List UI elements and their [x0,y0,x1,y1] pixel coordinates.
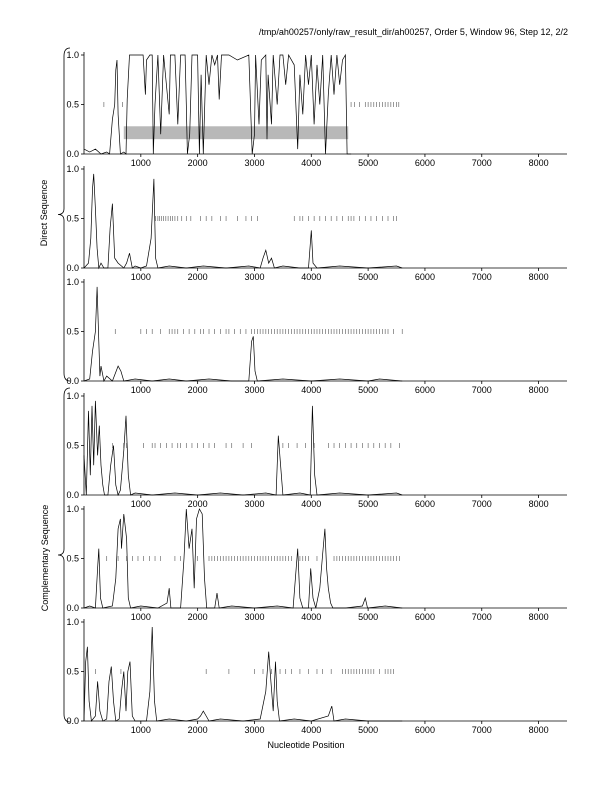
complementary-frame-3-x-tick-label-4: 5000 [358,725,379,735]
complementary-frame-1-x-tick-label-4: 5000 [358,499,379,509]
direct-frame-1-band [124,126,348,139]
complementary-frame-3-y-tick-label-1: 0.5 [66,666,79,677]
complementary-frame-2-y-tick-label-1: 0.5 [66,553,79,564]
direct-frame-3-x-tick-label-5: 6000 [414,385,435,395]
complementary-frame-1-x-tick-label-7: 8000 [528,499,549,509]
direct-frame-2-x-tick-label-5: 6000 [414,272,435,282]
direct-frame-3-x-tick-label-4: 5000 [358,385,379,395]
complementary-frame-3-x-tick-label-1: 2000 [187,725,208,735]
complementary-frame-1-x-tick-label-3: 4000 [301,499,322,509]
complementary-frame-3-x-tick-label-5: 6000 [414,725,435,735]
direct-frame-3-x-tick-label-1: 2000 [187,385,208,395]
direct-frame-1-x-tick-label-4: 5000 [358,158,379,168]
direct-frame-3-x-tick-label-2: 3000 [244,385,265,395]
direct-frame-3-x-tick-label-6: 7000 [471,385,492,395]
complementary-frame-2-x-tick-label-3: 4000 [301,612,322,622]
direct-frame-1-x-tick-label-2: 3000 [244,158,265,168]
direct-frame-3-x-tick-label-3: 4000 [301,385,322,395]
direct-frame-2-x-tick-label-7: 8000 [528,272,549,282]
direct-frame-2-x-tick-label-6: 7000 [471,272,492,282]
complementary-frame-3-series-line [84,627,402,721]
complementary-frame-2-y-tick-label-2: 1.0 [66,504,79,514]
direct-frame-1-x-tick-label-0: 1000 [130,158,151,168]
direct-frame-3-series-line [84,287,402,381]
complementary-frame-3-y-tick-label-0: 0.0 [66,716,79,726]
direct-frame-1-x-tick-label-6: 7000 [471,158,492,168]
complementary-frame-2-x-tick-label-7: 8000 [528,612,549,622]
direct-frame-3-y-tick-label-1: 0.5 [66,326,79,337]
complementary-frame-3-y-tick-label-2: 1.0 [66,617,79,627]
direct-frame-3-x-tick-label-7: 8000 [528,385,549,395]
complementary-frame-3-x-tick-label-3: 4000 [301,725,322,735]
x-axis-label: Nucleotide Position [267,740,345,750]
complementary-sequence-label: Complementary Sequence [40,504,50,612]
direct-sequence-label: Direct Sequence [39,179,49,247]
direct-frame-2-x-tick-label-2: 3000 [244,272,265,282]
direct-frame-1-x-tick-label-1: 2000 [187,158,208,168]
direct-frame-1-x-tick-label-7: 8000 [528,158,549,168]
direct-frame-2-y-tick-label-2: 1.0 [66,164,79,174]
complementary-frame-2-x-tick-label-4: 5000 [358,612,379,622]
complementary-frame-1-x-tick-label-1: 2000 [187,499,208,509]
direct-frame-2-series-line [84,174,402,268]
complementary-frame-1-y-tick-label-0: 0.0 [66,490,79,500]
complementary-frame-1-y-tick-label-2: 1.0 [66,391,79,401]
direct-frame-2-x-tick-label-3: 4000 [301,272,322,282]
complementary-frame-1-x-tick-label-5: 6000 [414,499,435,509]
direct-frame-2-x-tick-label-1: 2000 [187,272,208,282]
direct-frame-3-x-tick-label-0: 1000 [130,385,151,395]
direct-frame-2-y-tick-label-1: 0.5 [66,213,79,224]
complementary-frame-3-x-tick-label-2: 3000 [244,725,265,735]
direct-frame-1-y-tick-label-0: 0.0 [66,149,79,159]
direct-frame-1-y-tick-label-1: 0.5 [66,99,79,110]
complementary-frame-3-x-tick-label-7: 8000 [528,725,549,735]
header-title: /tmp/ah00257/only/raw_result_dir/ah00257, Order 5, Window 96, Step 12, 2/2 [258,27,568,37]
complementary-frame-2-y-tick-label-0: 0.0 [66,603,79,613]
direct-frame-2-x-tick-label-0: 1000 [130,272,151,282]
complementary-frame-2-x-tick-label-0: 1000 [130,612,151,622]
complementary-frame-2-x-tick-label-1: 2000 [187,612,208,622]
direct-frame-2-x-tick-label-4: 5000 [358,272,379,282]
complementary-frame-2-x-tick-label-6: 7000 [471,612,492,622]
complementary-frame-1-x-tick-label-0: 1000 [130,499,151,509]
direct-frame-3-y-tick-label-2: 1.0 [66,277,79,287]
complementary-frame-1-y-tick-label-1: 0.5 [66,440,79,451]
direct-frame-3-y-tick-label-0: 0.0 [66,376,79,386]
direct-frame-1-x-tick-label-3: 4000 [301,158,322,168]
complementary-frame-3-x-tick-label-0: 1000 [130,725,151,735]
complementary-frame-2-x-tick-label-5: 6000 [414,612,435,622]
complementary-frame-3-x-tick-label-6: 7000 [471,725,492,735]
complementary-frame-1-x-tick-label-6: 7000 [471,499,492,509]
complementary-frame-2-x-tick-label-2: 3000 [244,612,265,622]
direct-frame-1-x-tick-label-5: 6000 [414,158,435,168]
direct-frame-2-y-tick-label-0: 0.0 [66,263,79,273]
complementary-frame-1-x-tick-label-2: 3000 [244,499,265,509]
direct-frame-1-y-tick-label-2: 1.0 [66,50,79,60]
